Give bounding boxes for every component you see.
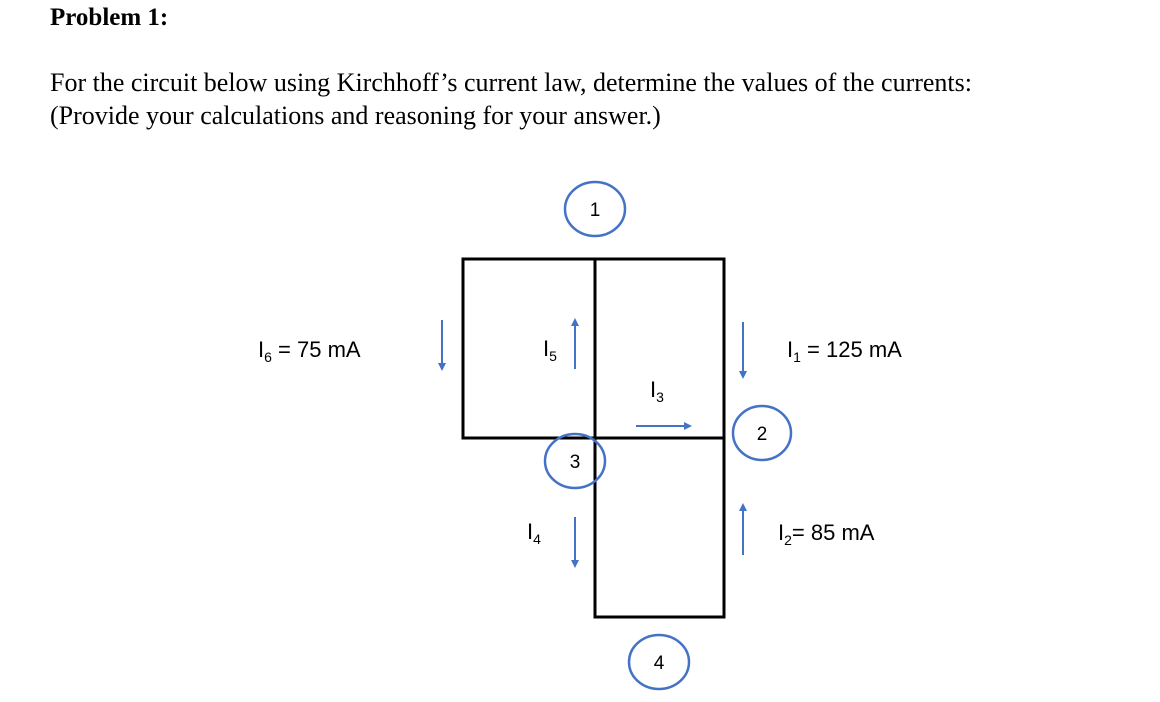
problem-title: Problem 1:	[50, 4, 169, 31]
current-arrows	[442, 320, 743, 566]
current-label-i3: $I_3$	[650, 377, 664, 405]
node-4-label: 4	[653, 653, 665, 674]
current-label-i2: $I_2= 85$ mA	[778, 520, 875, 548]
problem-statement-line-2: (Provide your calculations and reasoning for your answer.)	[50, 101, 661, 130]
node-2-label: 2	[756, 424, 768, 445]
problem-statement-line-1: For the circuit below using Kirchhoff’s current law, determine the values of the currents:	[50, 68, 972, 97]
current-label-i5: $I_5$	[543, 336, 557, 364]
upper-right-loop-wire	[595, 259, 724, 438]
current-label-i6: $I_6 = 75$ mA	[258, 337, 361, 365]
lower-loop-wire	[595, 438, 724, 617]
current-label-i1: $I_1 = 125$ mA	[787, 337, 902, 365]
node-1-label: 1	[589, 200, 601, 221]
node-4	[629, 635, 689, 689]
node-2	[733, 406, 791, 460]
circuit-wires	[463, 259, 724, 617]
node-3-label: 3	[569, 452, 581, 473]
current-label-i4: $I_4$	[527, 519, 541, 547]
node-1	[565, 182, 625, 236]
